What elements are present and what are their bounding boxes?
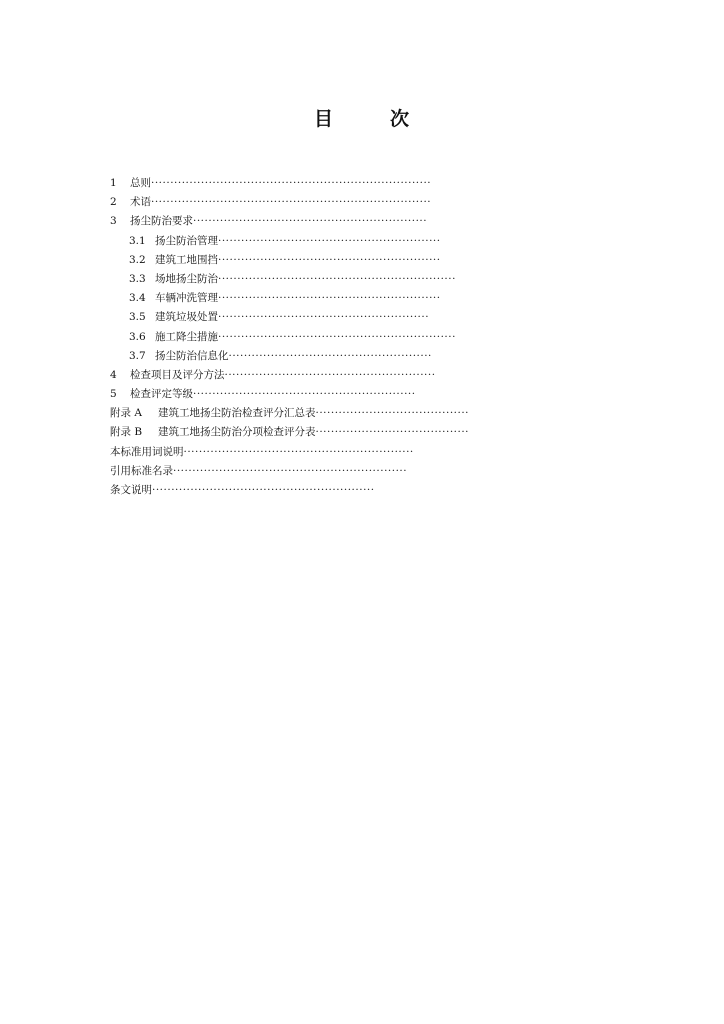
toc-leader: ····························································	[183, 445, 414, 458]
toc-entry-label: 建筑垃圾处置	[155, 311, 218, 324]
toc-leader: ·····························································	[173, 464, 408, 477]
toc-entry-2[interactable]	[110, 193, 630, 212]
toc-entry-3-5[interactable]	[110, 308, 630, 327]
toc-entry-4[interactable]	[110, 366, 630, 385]
toc-leader: ·········································································	[151, 196, 432, 209]
toc-leader: ········································	[315, 426, 470, 439]
toc-leader: ·······················································	[218, 311, 430, 324]
toc-entry-label: 条文说明	[110, 484, 152, 496]
toc-leader: ······························································	[218, 272, 456, 285]
toc-entry-label: 车辆冲洗管理	[155, 292, 218, 305]
toc-leader: ··························································	[152, 484, 375, 496]
toc-entry-number: 3.5	[129, 311, 146, 324]
toc-entry-label: 扬尘防治要求	[130, 215, 193, 228]
toc-entry-label: 检查评定等级	[130, 388, 193, 401]
toc-entry-explanation[interactable]	[110, 481, 630, 500]
toc-entry-label: 本标准用词说明	[110, 445, 184, 458]
toc-entry-number: 3.6	[129, 330, 146, 343]
title-char-1: 目	[314, 108, 334, 130]
toc-leader: ········································	[315, 407, 470, 420]
toc-entry-3-2[interactable]	[110, 251, 630, 270]
toc-entry-3-1[interactable]	[110, 232, 630, 251]
toc-entry-number: 3.3	[129, 272, 146, 285]
toc-leader: ·····························································	[193, 215, 428, 228]
table-of-contents	[110, 174, 630, 500]
toc-entry-number: 附录 A	[110, 407, 142, 420]
toc-entry-3-3[interactable]	[110, 270, 630, 289]
toc-entry-3-4[interactable]	[110, 289, 630, 308]
toc-entry-5[interactable]	[110, 385, 630, 404]
toc-entry-number: 3.4	[129, 292, 146, 305]
toc-leader: ··························································	[218, 253, 441, 266]
toc-entry-label: 场地扬尘防治	[155, 272, 218, 285]
toc-entry-number: 1	[110, 177, 117, 189]
toc-entry-label: 建筑工地围挡	[155, 253, 218, 266]
toc-entry-1[interactable]	[110, 174, 630, 193]
toc-entry-references[interactable]	[110, 462, 630, 481]
toc-leader: ··························································	[218, 234, 441, 247]
toc-entry-number: 4	[110, 368, 117, 381]
toc-leader: ··························································	[218, 292, 441, 305]
title-char-2: 次	[390, 108, 410, 130]
toc-entry-label: 扬尘防治信息化	[155, 349, 229, 362]
toc-entry-number: 2	[110, 196, 117, 209]
toc-entry-appendix-b[interactable]	[110, 423, 630, 442]
toc-leader: ·····················································	[228, 349, 432, 362]
toc-entry-label: 建筑工地扬尘防治分项检查评分表	[158, 426, 316, 439]
toc-entry-wording[interactable]	[110, 443, 630, 462]
toc-entry-appendix-a[interactable]	[110, 404, 630, 423]
toc-entry-number: 3.1	[129, 234, 146, 247]
toc-entry-3-6[interactable]	[110, 328, 630, 347]
toc-leader: ·········································································	[151, 177, 432, 189]
toc-entry-3[interactable]	[110, 212, 630, 231]
toc-leader: ······························································	[218, 330, 456, 343]
toc-entry-3-7[interactable]	[110, 347, 630, 366]
toc-entry-label: 建筑工地扬尘防治检查评分汇总表	[158, 407, 316, 420]
toc-entry-label: 施工降尘措施	[155, 330, 218, 343]
toc-leader: ·······················································	[224, 368, 436, 381]
toc-entry-label: 引用标准名录	[110, 464, 173, 477]
toc-entry-label: 扬尘防治管理	[155, 234, 218, 247]
toc-entry-label: 术语	[130, 196, 151, 209]
toc-entry-number: 3.2	[129, 253, 146, 266]
toc-leader: ··························································	[193, 388, 416, 401]
toc-entry-number: 5	[110, 388, 117, 401]
toc-entry-label: 检查项目及评分方法	[130, 368, 225, 381]
toc-entry-label: 总则	[130, 177, 151, 189]
toc-entry-number: 3.7	[129, 349, 146, 362]
toc-entry-number: 附录 B	[110, 426, 143, 439]
toc-entry-number: 3	[110, 215, 117, 228]
